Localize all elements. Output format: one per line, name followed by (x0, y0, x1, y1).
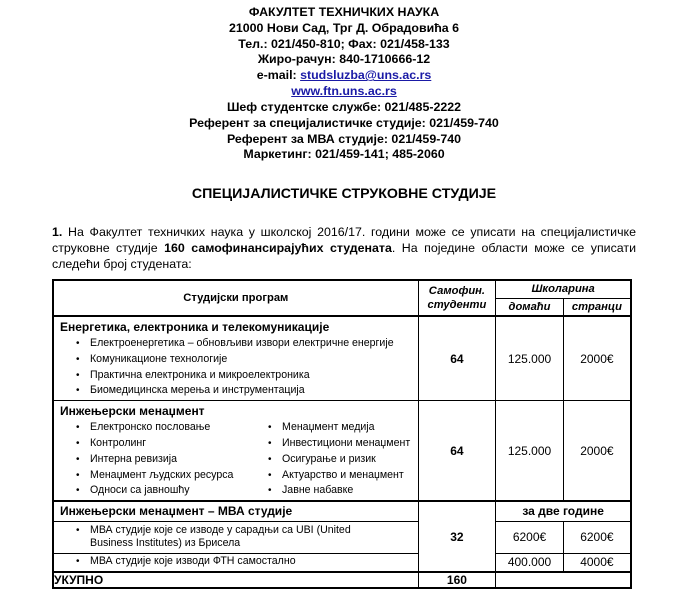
header-self-funded: Самофин. студенти (418, 280, 496, 316)
paragraph-bold: 160 самофинансирајућих студената (164, 240, 392, 255)
header-foreign: странци (563, 298, 631, 316)
mba-row-ftn (53, 553, 418, 572)
list-item: • Електроенергетика – обновљиви извори електричне енергије (90, 336, 418, 352)
list-item: • Менаџмент људских ресурса (90, 468, 254, 484)
total-label: УКУПНО (53, 572, 418, 588)
contacts-block (0, 100, 688, 163)
header-program: Студијски програм (53, 280, 418, 316)
paragraph-text-1: На Факултет техничких наука у школској 2016/17. години може се уписати на специјалистичке струковне студије (52, 225, 636, 255)
faculty-account: Жиро-рачун: 840-1710666-12 (257, 52, 431, 67)
list-item: • Интерна ревизија (90, 452, 254, 468)
tuition-domestic: 400.000 (496, 553, 564, 572)
faculty-name: ФАКУЛТЕТ ТЕХНИЧКИХ НАУКА (248, 5, 440, 19)
table-header-row (53, 280, 631, 298)
total-row (53, 572, 631, 588)
faculty-email-line (0, 68, 688, 84)
tuition-domestic: 125.000 (496, 401, 564, 501)
section-title: Инжењерски менаџмент (60, 404, 205, 419)
section-title: Инжењерски менаџмент – МВА студије (60, 504, 293, 519)
section-energy (53, 316, 418, 401)
faculty-header (0, 5, 688, 100)
list-item: • Актуарство и менаџмент (282, 468, 410, 484)
list-item: • Менаџмент медија (282, 420, 410, 436)
programs-table (52, 279, 632, 589)
header-domestic: домаћи (496, 298, 564, 316)
section-title: Енергетика, електроника и телекомуникације (60, 320, 330, 334)
table-row (53, 401, 631, 501)
paragraph-text-2: . На поједине области може се уписати следећи број студената: (52, 240, 636, 271)
table-row (53, 316, 631, 401)
tuition-foreign: 2000€ (563, 316, 631, 401)
website-line (0, 84, 688, 100)
total-empty-cell (496, 572, 631, 588)
students-count: 64 (418, 316, 496, 401)
contact-line: Маркетинг: 021/459-141; 485-2060 (243, 147, 445, 162)
section-engineering-management (53, 401, 418, 501)
paragraph-number: 1. (52, 225, 63, 239)
list-item: • Контролинг (90, 436, 254, 452)
list-item: • Односи са јавношћу (90, 483, 254, 499)
tuition-foreign: 6200€ (563, 521, 631, 553)
list-item: • МВА студије које изводи ФТН самостално (90, 554, 418, 570)
students-count: 32 (418, 501, 496, 572)
total-students: 160 (418, 572, 496, 588)
table-row (53, 553, 631, 572)
intro-paragraph (52, 225, 636, 272)
list-item: • Електронско пословање (90, 420, 254, 436)
faculty-address: 21000 Нови Сад, Трг Д. Обрадовића 6 (228, 20, 460, 35)
list-item: • Инвестициони менаџмент (282, 436, 410, 452)
contact-line: Референт за МВА студије: 021/459-740 (226, 131, 462, 146)
email-label: e-mail: (256, 68, 301, 83)
mba-row-ubi (53, 521, 418, 553)
faculty-phone-fax: Тел.: 021/450-810; Фах: 021/458-133 (238, 36, 450, 51)
table-row (53, 501, 631, 521)
document-title: СПЕЦИЈАЛИСТИЧКЕ СТРУКОВНЕ СТУДИЈЕ (191, 186, 497, 202)
tuition-domestic: 6200€ (496, 521, 564, 553)
list-item: • Осигурање и ризик (282, 452, 410, 468)
list-item: • Јавне набавке (282, 483, 410, 499)
tuition-domestic: 125.000 (496, 316, 564, 401)
contact-line: Референт за специјалистичке студије: 021/459-740 (189, 115, 499, 130)
header-tuition: Школарина (496, 280, 631, 298)
list-item: • Комуникационе технологије (90, 352, 418, 368)
email-link[interactable]: studsluzba@uns.ac.rs (300, 68, 432, 83)
tuition-foreign: 4000€ (563, 553, 631, 572)
tuition-foreign: 2000€ (563, 401, 631, 501)
website-link[interactable]: www.ftn.uns.ac.rs (291, 83, 397, 98)
list-item: • МВА студије које се изводе у сарадњи са UBI (United Business Institutes) из Брисела (90, 524, 370, 550)
table-row (53, 521, 631, 553)
contact-line: Шеф студентске службе: 021/485-2222 (226, 100, 462, 114)
tuition-note: за две године (496, 501, 631, 521)
list-item: • Биомедицинска мерења и инструментација (90, 383, 418, 399)
section-mba (53, 501, 418, 521)
list-item: • Практична електроника и микроелектроника (90, 368, 418, 384)
students-count: 64 (418, 401, 496, 501)
